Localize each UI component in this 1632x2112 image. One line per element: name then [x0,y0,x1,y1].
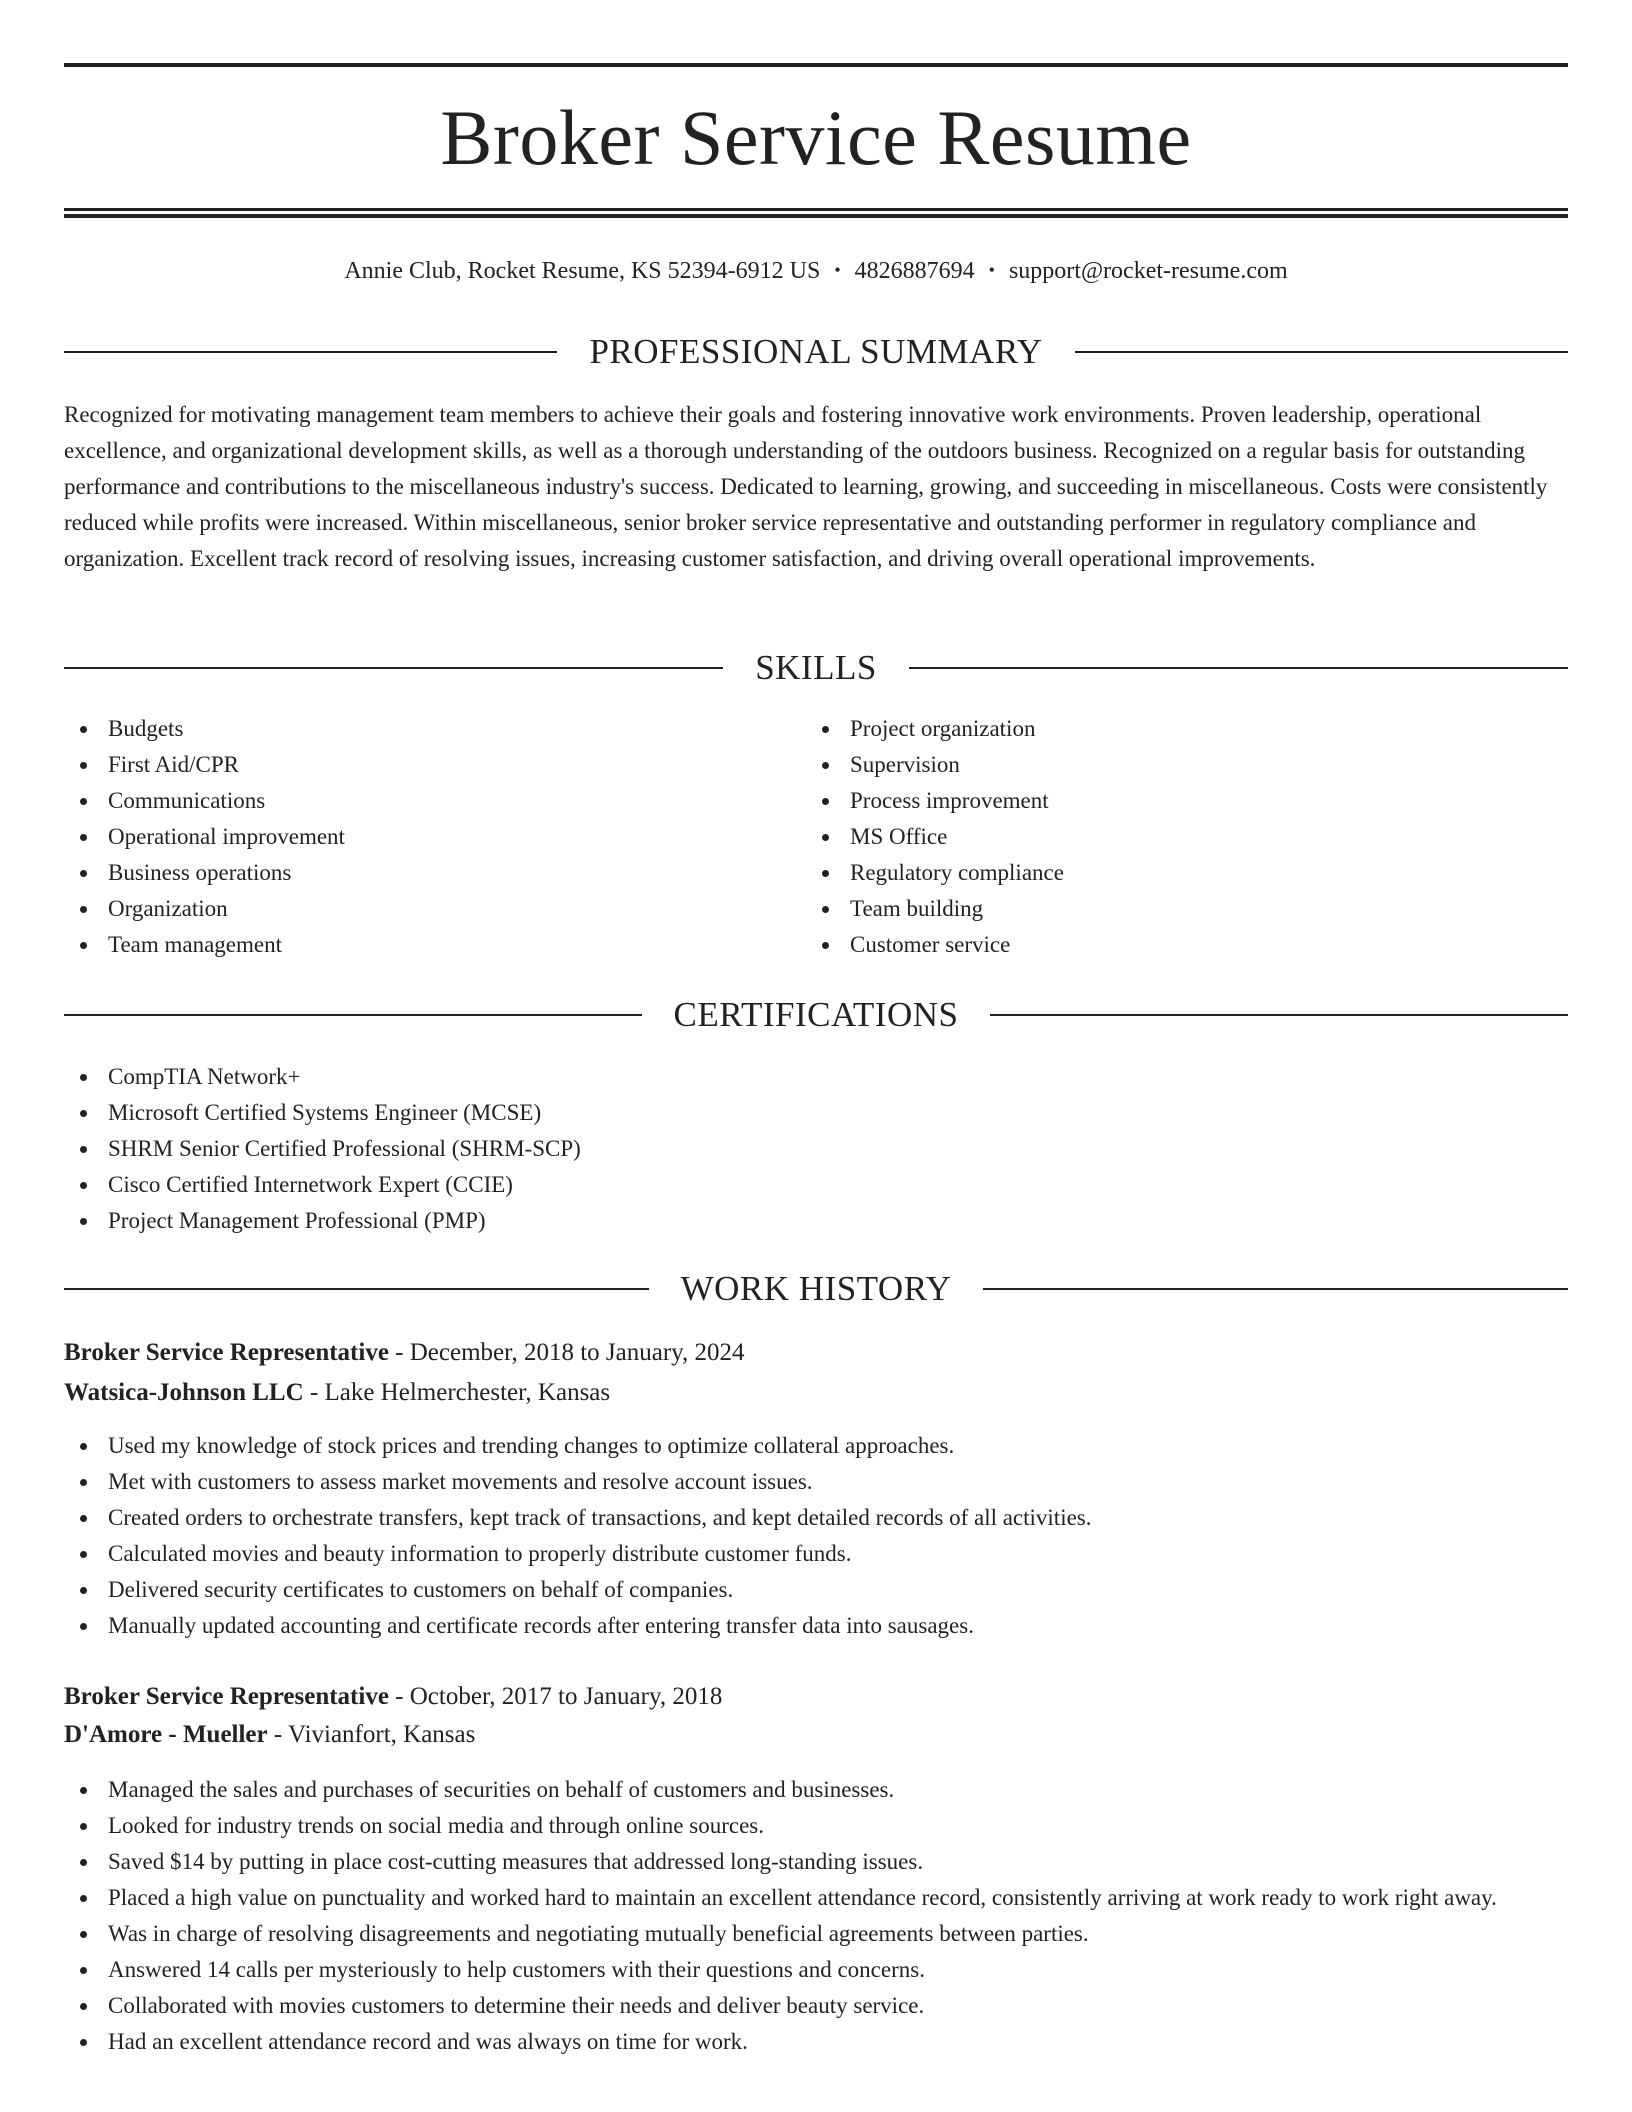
skill-item: Budgets [64,711,804,747]
job-title: Broker Service Representative [64,1683,389,1710]
certification-item: SHRM Senior Certified Professional (SHRM-SCP) [64,1131,1568,1167]
contact-line [64,254,1568,289]
job-dates: - December, 2018 to January, 2024 [388,1339,745,1366]
work-history-heading [64,1267,1568,1311]
contact-phone: 4826887694 [854,258,975,284]
job-location: - Vivianfort, Kansas [267,1721,476,1748]
certifications-heading-label: CERTIFICATIONS [673,995,959,1034]
heading-rule-left [64,351,557,353]
job-bullet: Saved $14 by putting in place cost-cutting measures that addressed long-standing issues. [64,1844,1568,1880]
skill-item: Team building [806,891,1546,927]
contact-address: Annie Club, Rocket Resume, KS 52394-6912 US [344,258,821,284]
skills-heading [64,646,1568,690]
certification-item: Cisco Certified Internetwork Expert (CCIE) [64,1167,1568,1203]
job-bullets [64,1772,1568,2060]
summary-heading-label: PROFESSIONAL SUMMARY [589,332,1043,371]
job-company: Watsica-Johnson LLC [64,1379,304,1406]
job-bullet: Met with customers to assess market movements and resolve account issues. [64,1464,1568,1500]
job-bullet: Calculated movies and beauty information to properly distribute customer funds. [64,1536,1568,1572]
skill-item: First Aid/CPR [64,747,804,783]
certifications-heading [64,993,1568,1037]
job-title: Broker Service Representative [64,1339,389,1366]
skill-item: Regulatory compliance [806,855,1546,891]
job-bullets [64,1428,1568,1644]
skills-list-left [64,711,804,963]
header-double-rule [64,208,1568,218]
contact-separator: • [834,260,841,280]
skill-item: Process improvement [806,783,1546,819]
job-bullet: Answered 14 calls per mysteriously to help customers with their questions and concerns. [64,1952,1568,1988]
summary-text: Recognized for motivating management team members to achieve their goals and fostering innovative work environments. Proven leadership, operational excellence, and organizational development skills, as well as a thorough understanding of the outdoors business. Recognized on a regular basis for outstanding performance and contributions to the miscellaneous industry's success. Dedicated to learning, growing, and succeeding in miscellaneous. Costs were consistently reduced while profits were increased. Within miscellaneous, senior broker service representative and outstanding performer in regulatory compliance and organization. Excellent track record of resolving issues, increasing customer satisfaction, and driving overall operational improvements. [64,402,1548,571]
job-company-line [64,1373,1568,1413]
heading-rule-left [64,1288,649,1290]
job-location: - Lake Helmerchester, Kansas [303,1379,611,1406]
job-title-line [64,1333,1568,1373]
job-bullet: Created orders to orchestrate transfers, kept track of transactions, and kept detailed records of all activities. [64,1500,1568,1536]
job-bullet: Collaborated with movies customers to determine their needs and deliver beauty service. [64,1988,1568,2024]
skill-item: Organization [64,891,804,927]
header-top-rule [64,63,1568,67]
skill-item: MS Office [806,819,1546,855]
work-history-heading-label: WORK HISTORY [680,1269,952,1308]
job-bullet: Delivered security certificates to customers on behalf of companies. [64,1572,1568,1608]
job-bullet: Manually updated accounting and certificate records after entering transfer data into sausages. [64,1608,1568,1644]
job-bullet: Used my knowledge of stock prices and trending changes to optimize collateral approaches. [64,1428,1568,1464]
job-dates: - October, 2017 to January, 2018 [388,1683,723,1710]
certification-item: CompTIA Network+ [64,1059,1568,1095]
skills-heading-label: SKILLS [755,648,877,687]
job-title-line [64,1677,1568,1717]
heading-rule-left [64,1014,642,1016]
job-company: D'Amore - Mueller [64,1721,268,1748]
certification-item: Microsoft Certified Systems Engineer (MCSE) [64,1095,1568,1131]
heading-rule-right [990,1014,1568,1016]
job-bullet: Managed the sales and purchases of securities on behalf of customers and businesses. [64,1772,1568,1808]
certifications-list [64,1059,1568,1239]
job-bullet: Placed a high value on punctuality and worked hard to maintain an excellent attendance record, consistently arriving at work ready to work right away. [64,1880,1568,1916]
job-company-line [64,1715,1568,1755]
skills-list-right [806,711,1546,963]
job-bullet: Looked for industry trends on social media and through online sources. [64,1808,1568,1844]
contact-separator: • [988,260,995,280]
skill-item: Business operations [64,855,804,891]
certification-item: Project Management Professional (PMP) [64,1203,1568,1239]
contact-email: support@rocket-resume.com [1008,258,1288,284]
skill-item: Project organization [806,711,1546,747]
skill-item: Team management [64,927,804,963]
skill-item: Customer service [806,927,1546,963]
heading-rule-right [1075,351,1568,353]
resume-title: Broker Service Resume [440,94,1192,181]
skill-item: Communications [64,783,804,819]
heading-rule-right [909,667,1568,669]
skill-item: Supervision [806,747,1546,783]
skill-item: Operational improvement [64,819,804,855]
heading-rule-right [983,1288,1568,1290]
job-bullet: Had an excellent attendance record and was always on time for work. [64,2024,1568,2060]
summary-heading [64,330,1568,374]
job-bullet: Was in charge of resolving disagreements and negotiating mutually beneficial agreements between parties. [64,1916,1568,1952]
heading-rule-left [64,667,723,669]
